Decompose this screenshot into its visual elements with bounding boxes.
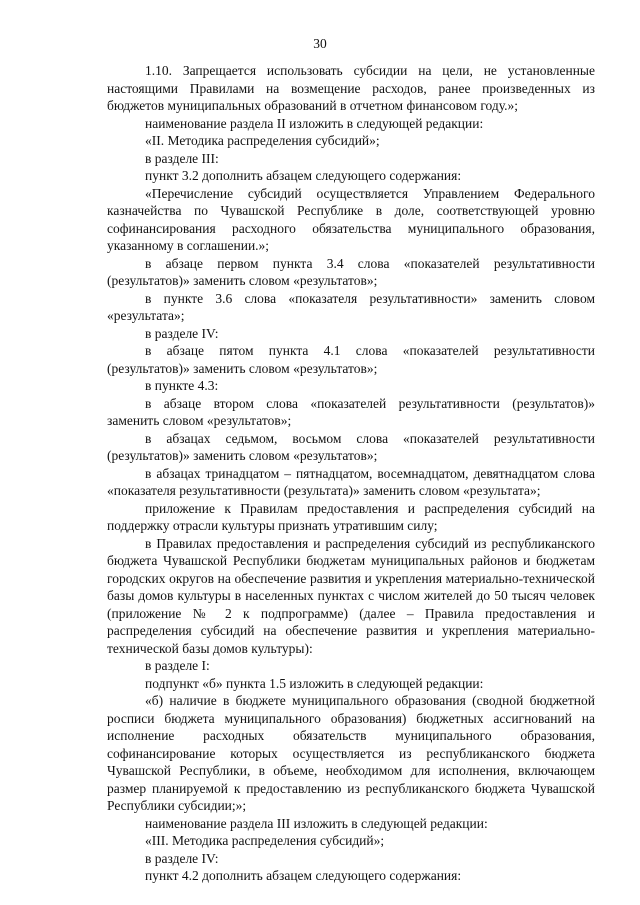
paragraph: 1.10. Запрещается использовать субсидии на цели, не установленные настоящими Правилами на возмещение расходов, ранее произведенных из бюджетов муниципальных образований в отчетном финансовом году.»; — [107, 63, 595, 113]
paragraph: «б) наличие в бюджете муниципального образования (сводной бюджетной росписи бюджета муниципального образования) бюджетных ассигнований на исполнение расходных обязательств муниципального образования, софинансирование которых осуществляется из республиканского бюджета Чувашской Республики, в объеме, необходимом для исполнения, включающем размер планируемой к предоставлению из республиканского бюджета Чувашской Республики субсидии;»; — [107, 693, 595, 813]
paragraph: в Правилах предоставления и распределения субсидий из республиканского бюджета Чувашской Республики бюджетам муниципальных районов и бюджетам городских округов на обеспечение развития и укрепления материально-технической базы домов культуры в населенных пунктах с числом жителей до 50 тысяч человек (приложение № 2 к подпрограмме) (далее – Правила предоставления и распределения субсидий на обеспечение развития и укрепления материально-технической базы домов культуры): — [107, 535, 595, 656]
paragraph: пункт 4.2 дополнить абзацем следующего содержания: — [145, 868, 462, 883]
paragraph: в абзаце первом пункта 3.4 слова «показателей результативности (результатов)» заменить словом «результатов»; — [107, 255, 595, 288]
paragraph: «III. Методика распределения субсидий»; — [145, 833, 385, 848]
paragraph: в разделе IV: — [145, 325, 219, 341]
paragraph: наименование раздела II изложить в следующей редакции: — [145, 115, 484, 131]
paragraph: в разделе I: — [145, 658, 210, 673]
paragraph: «Перечисление субсидий осуществляется Управлением Федерального казначейства по Чувашской Республике в доле, соответствующей уровню софинансирования расходного обязательства муниципального образования, указанному в соглашении.»; — [107, 185, 595, 253]
paragraph: в абзаце пятом пункта 4.1 слова «показателей результативности (результатов)» заменить словом «результатов»; — [107, 343, 595, 376]
paragraph: приложение к Правилам предоставления и распределения субсидий на поддержку отрасли культуры признать утратившим силу; — [107, 500, 595, 533]
paragraph: в пункте 3.6 слова «показателя результативности» заменить словом «результата»; — [107, 290, 595, 323]
document-body — [107, 62, 595, 885]
paragraph: в разделе III: — [145, 150, 219, 166]
paragraph: в разделе IV: — [145, 850, 219, 866]
page-number: 30 — [313, 36, 327, 51]
paragraph: наименование раздела III изложить в следующей редакции: — [145, 815, 488, 831]
paragraph: в абзацах тринадцатом – пятнадцатом, восемнадцатом, девятнадцатом слова «показателя результативности (результата)» заменить словом «результата»; — [107, 465, 595, 498]
paragraph: в абзаце втором слова «показателей результативности (результатов)» заменить словом «результатов»; — [107, 395, 595, 428]
paragraph: подпункт «б» пункта 1.5 изложить в следующей редакции: — [145, 675, 484, 691]
paragraph: «II. Методика распределения субсидий»; — [145, 133, 380, 148]
paragraph: в абзацах седьмом, восьмом слова «показателей результативности (результатов)» заменить словом «результатов»; — [107, 430, 595, 463]
paragraph: пункт 3.2 дополнить абзацем следующего содержания: — [145, 168, 462, 183]
paragraph: в пункте 4.3: — [145, 378, 219, 393]
